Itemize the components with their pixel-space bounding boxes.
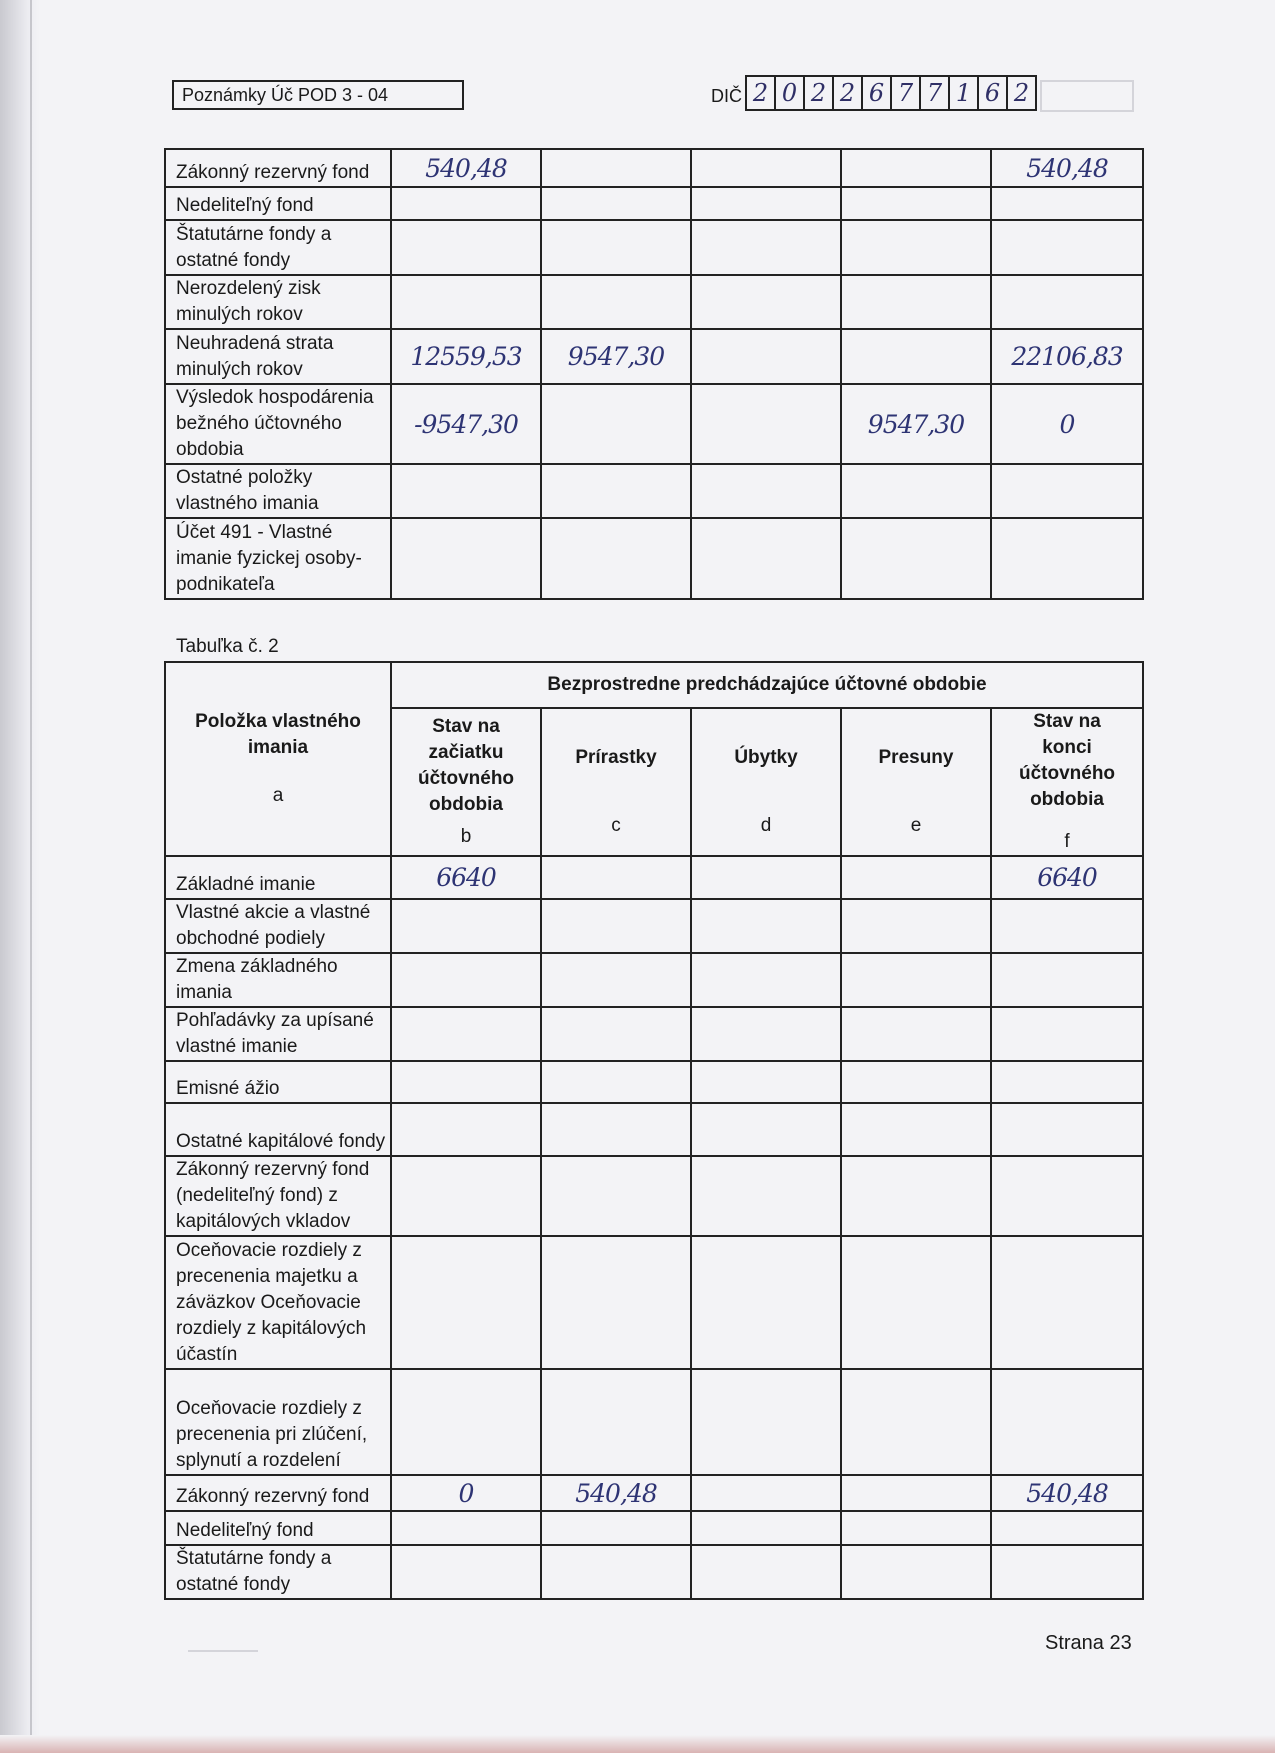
column-letter: b: [460, 826, 472, 847]
scan-left-edge: [0, 0, 40, 1753]
cell-d: [691, 149, 841, 187]
cell-b: [391, 220, 541, 275]
dic-field: [747, 75, 1037, 111]
table-row: [165, 384, 1143, 464]
cell-d: [691, 899, 841, 953]
cell-b: 540,48: [391, 149, 541, 187]
form-label-box: [172, 80, 464, 110]
cell-f: [991, 1545, 1143, 1599]
cell-d: [691, 856, 841, 899]
cell-b: [391, 464, 541, 518]
table-row: [165, 275, 1143, 329]
row-label: Emisné ážio: [165, 1061, 391, 1103]
cell-c: [541, 464, 691, 518]
header-col-e: [841, 708, 991, 856]
cell-d: [691, 220, 841, 275]
cell-f: [991, 1061, 1143, 1103]
cell-d: [691, 953, 841, 1007]
cell-d: [691, 1475, 841, 1511]
row-label: Zákonný rezervný fond (nedeliteľný fond) z kapitálových vkladov: [165, 1156, 391, 1236]
cell-f: [991, 220, 1143, 275]
table-row: [165, 1156, 1143, 1236]
table-row: [165, 329, 1143, 384]
column-letter: e: [910, 815, 922, 836]
cell-b: [391, 1061, 541, 1103]
cell-d: [691, 275, 841, 329]
cell-b: [391, 1545, 541, 1599]
cell-d: [691, 1103, 841, 1156]
cell-b: [391, 899, 541, 953]
cell-c: [541, 1007, 691, 1061]
cell-b: 0: [391, 1475, 541, 1511]
cell-c: [541, 1545, 691, 1599]
cell-e: [841, 220, 991, 275]
scan-bottom-edge: [0, 1735, 1275, 1753]
dic-digit: 2: [1006, 75, 1037, 111]
row-label: Účet 491 - Vlastné imanie fyzickej osoby-podnikateľa: [165, 518, 391, 599]
table-row: [165, 953, 1143, 1007]
cell-d: [691, 1236, 841, 1369]
cell-d: [691, 1545, 841, 1599]
header-item: [165, 662, 391, 856]
cell-f: 6640: [991, 856, 1143, 899]
header-col-b: [391, 708, 541, 856]
cell-b: [391, 1007, 541, 1061]
cell-c: 9547,30: [541, 329, 691, 384]
cell-d: [691, 1369, 841, 1475]
dic-digit: 2: [832, 75, 863, 111]
table-row: [165, 856, 1143, 899]
scan-left-edge-line: [30, 0, 32, 1753]
cell-c: [541, 1236, 691, 1369]
header-col-f: [991, 708, 1143, 856]
cell-c: [541, 1061, 691, 1103]
header-item-label: Položka vlastného imania: [195, 711, 361, 758]
cell-b: 6640: [391, 856, 541, 899]
form-label: Poznámky Úč POD 3 - 04: [182, 85, 389, 105]
cell-c: [541, 899, 691, 953]
table-row: [165, 899, 1143, 953]
header-col-b-label: Stav na začiatku účtovného obdobia: [417, 716, 515, 815]
cell-b: [391, 953, 541, 1007]
cell-d: [691, 329, 841, 384]
cell-c: [541, 518, 691, 599]
cell-f: [991, 953, 1143, 1007]
cell-e: [841, 1545, 991, 1599]
cell-b: 12559,53: [391, 329, 541, 384]
cell-e: [841, 1236, 991, 1369]
cell-e: [841, 1511, 991, 1545]
cell-f: [991, 275, 1143, 329]
cell-d: [691, 384, 841, 464]
dic-digit: 1: [948, 75, 979, 111]
table-row: [165, 1007, 1143, 1061]
cell-e: [841, 1156, 991, 1236]
cell-e: [841, 1007, 991, 1061]
row-label: Oceňovacie rozdiely z precenenia majetku a záväzkov Oceňovacie rozdiely z kapitálových účastín: [165, 1236, 391, 1369]
cell-f: [991, 518, 1143, 599]
cell-c: [541, 856, 691, 899]
cell-e: [841, 1369, 991, 1475]
row-label: Neuhradená strata minulých rokov: [165, 329, 391, 384]
column-letter: a: [272, 785, 284, 806]
cell-f: 22106,83: [991, 329, 1143, 384]
cell-e: [841, 329, 991, 384]
row-label: Štatutárne fondy a ostatné fondy: [165, 1545, 391, 1599]
table-row: [165, 1511, 1143, 1545]
cell-c: [541, 1103, 691, 1156]
row-label: Ostatné kapitálové fondy: [165, 1103, 391, 1156]
cell-d: [691, 1007, 841, 1061]
header-col-d-label: Úbytky: [734, 747, 798, 768]
dic-digit: 0: [774, 75, 805, 111]
cell-e: [841, 464, 991, 518]
cell-b: [391, 187, 541, 220]
cell-d: [691, 464, 841, 518]
cell-b: [391, 1369, 541, 1475]
row-label: Štatutárne fondy a ostatné fondy: [165, 220, 391, 275]
cell-b: [391, 1511, 541, 1545]
cell-c: 540,48: [541, 1475, 691, 1511]
cell-b: [391, 1103, 541, 1156]
cell-c: [541, 187, 691, 220]
table-caption: Tabuľka č. 2: [176, 636, 279, 657]
cell-c: [541, 275, 691, 329]
cell-f: [991, 1236, 1143, 1369]
header-period: Bezprostredne predchádzajúce účtovné obdobie: [391, 662, 1143, 708]
cell-d: [691, 1511, 841, 1545]
cell-e: [841, 149, 991, 187]
column-letter: c: [611, 815, 621, 836]
table-row: [165, 1061, 1143, 1103]
table-row: [165, 464, 1143, 518]
header-col-c-label: Prírastky: [575, 747, 657, 768]
table-row: [165, 1369, 1143, 1475]
table-row: [165, 518, 1143, 599]
cell-f: [991, 464, 1143, 518]
cell-c: [541, 220, 691, 275]
row-label: Pohľadávky za upísané vlastné imanie: [165, 1007, 391, 1061]
dic-digit: 7: [890, 75, 921, 111]
column-letter: d: [760, 815, 772, 836]
header-col-d: [691, 708, 841, 856]
cell-c: [541, 1369, 691, 1475]
table-row: [165, 149, 1143, 187]
cell-e: [841, 518, 991, 599]
cell-d: [691, 518, 841, 599]
row-label: Zákonný rezervný fond: [165, 1475, 391, 1511]
cell-b: [391, 275, 541, 329]
cell-f: [991, 899, 1143, 953]
cell-f: 0: [991, 384, 1143, 464]
dic-digit: 6: [861, 75, 892, 111]
dic-digit: 2: [745, 75, 776, 111]
cell-c: [541, 1511, 691, 1545]
row-label: Nedeliteľný fond: [165, 187, 391, 220]
cell-e: [841, 187, 991, 220]
table-row: [165, 1103, 1143, 1156]
cell-c: [541, 1156, 691, 1236]
dic-digit: 7: [919, 75, 950, 111]
bleed-through-header: [1040, 80, 1134, 112]
equity-table-continued: [164, 148, 1144, 600]
header-col-c: [541, 708, 691, 856]
cell-b: [391, 1156, 541, 1236]
header-col-e-label: Presuny: [878, 747, 954, 768]
dic-digit: 6: [977, 75, 1008, 111]
cell-e: [841, 275, 991, 329]
row-label: Zákonný rezervný fond: [165, 149, 391, 187]
table-row: [165, 1475, 1143, 1511]
equity-table-previous-period: [164, 661, 1144, 1600]
row-label: Vlastné akcie a vlastné obchodné podiely: [165, 899, 391, 953]
cell-e: [841, 1475, 991, 1511]
table-row: [165, 187, 1143, 220]
table-row: [165, 1236, 1143, 1369]
cell-f: [991, 187, 1143, 220]
cell-e: [841, 1103, 991, 1156]
row-label: Ostatné položky vlastného imania: [165, 464, 391, 518]
cell-f: [991, 1369, 1143, 1475]
cell-b: -9547,30: [391, 384, 541, 464]
cell-e: [841, 953, 991, 1007]
row-label: Zmena základného imania: [165, 953, 391, 1007]
cell-b: [391, 1236, 541, 1369]
cell-c: [541, 149, 691, 187]
cell-e: [841, 899, 991, 953]
cell-f: [991, 1156, 1143, 1236]
row-label: Oceňovacie rozdiely z precenenia pri zlúčení, splynutí a rozdelení: [165, 1369, 391, 1475]
cell-c: [541, 953, 691, 1007]
cell-e: 9547,30: [841, 384, 991, 464]
row-label: Nerozdelený zisk minulých rokov: [165, 275, 391, 329]
row-label: Nedeliteľný fond: [165, 1511, 391, 1545]
cell-d: [691, 1061, 841, 1103]
cell-f: [991, 1511, 1143, 1545]
cell-e: [841, 1061, 991, 1103]
page-number: Strana 23: [1045, 1632, 1132, 1654]
cell-e: [841, 856, 991, 899]
cell-c: [541, 384, 691, 464]
row-label: Výsledok hospodárenia bežného účtovného obdobia: [165, 384, 391, 464]
cell-f: 540,48: [991, 1475, 1143, 1511]
table-row: [165, 1545, 1143, 1599]
column-letter: f: [1064, 831, 1070, 852]
dic-digit: 2: [803, 75, 834, 111]
table-row: [165, 220, 1143, 275]
cell-d: [691, 1156, 841, 1236]
dic-label: DIČ: [711, 86, 742, 106]
cell-f: [991, 1103, 1143, 1156]
cell-d: [691, 187, 841, 220]
cell-f: [991, 1007, 1143, 1061]
cell-b: [391, 518, 541, 599]
bleed-through-footer: [188, 1630, 258, 1652]
row-label: Základné imanie: [165, 856, 391, 899]
header-col-f-label: Stav na konci účtovného obdobia: [1018, 711, 1116, 810]
cell-f: 540,48: [991, 149, 1143, 187]
